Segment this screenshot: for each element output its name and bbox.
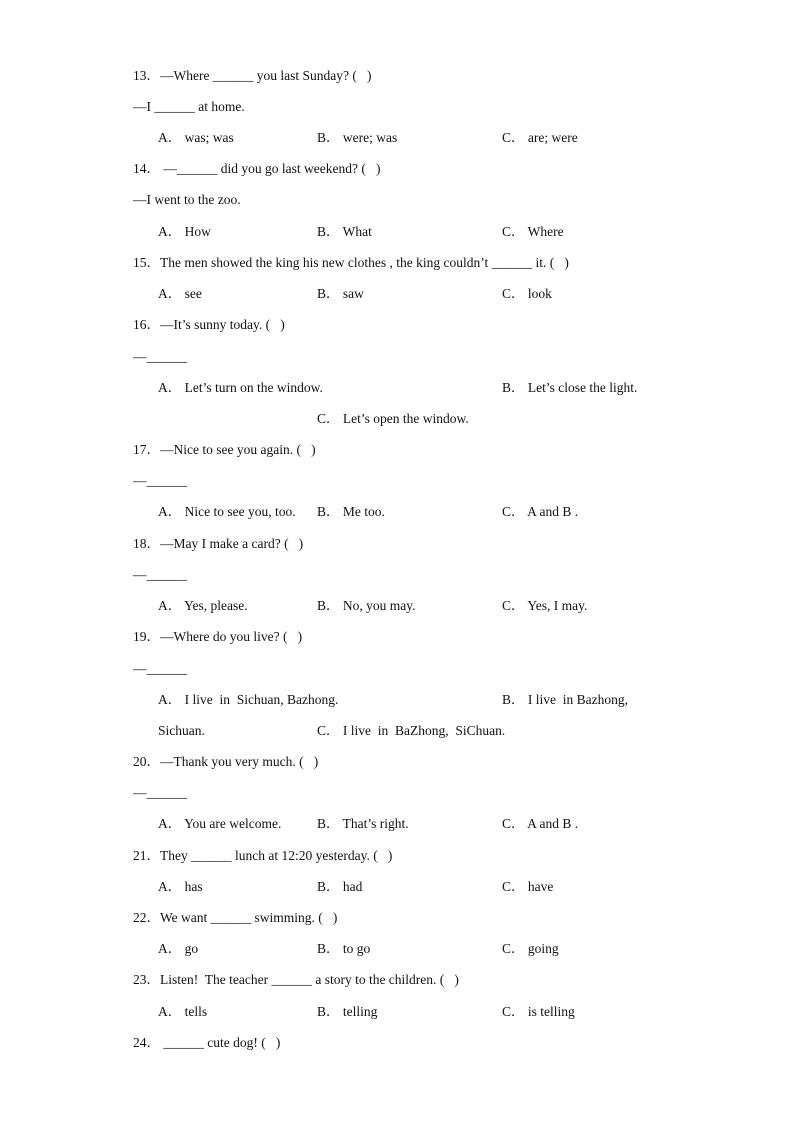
question-16-option-c: C． Let’s open the window.: [317, 411, 469, 426]
question-14-stem: 14． —______ did you go last weekend? ( ): [133, 161, 381, 176]
question-21-option-b: B． had: [317, 879, 363, 894]
question-19-option-a: A． I live in Sichuan, Bazhong.: [158, 692, 339, 707]
question-21-option-a: A． has: [158, 879, 203, 894]
question-22-option-a: A． go: [158, 941, 199, 956]
question-14-option-b: B． What: [317, 224, 372, 239]
question-20-option-b: B． That’s right.: [317, 816, 409, 831]
question-20-reply: —______: [133, 785, 187, 800]
question-17-stem: 17．—Nice to see you again. ( ): [133, 442, 316, 457]
question-23-option-b: B． telling: [317, 1004, 378, 1019]
question-14-option-a: A． How: [158, 224, 211, 239]
question-23-option-a: A． tells: [158, 1004, 208, 1019]
question-15-stem: 15．The men showed the king his new clothes , the king couldn’t ______ it. ( ): [133, 255, 569, 270]
question-13-reply: —I ______ at home.: [133, 99, 245, 114]
question-17-option-c: C． A and B .: [502, 504, 579, 519]
question-16-option-b: B． Let’s close the light.: [502, 380, 638, 395]
question-13-option-a: A． was; was: [158, 130, 234, 145]
question-14-reply: —I went to the zoo.: [133, 192, 241, 207]
question-15-option-b: B． saw: [317, 286, 364, 301]
question-19-stem: 19．—Where do you live? ( ): [133, 629, 303, 644]
question-22-option-b: B． to go: [317, 941, 371, 956]
question-24-stem: 24． ______ cute dog! ( ): [133, 1035, 281, 1050]
question-21-stem: 21．They ______ lunch at 12:20 yesterday. ( ): [133, 848, 393, 863]
question-23-option-c: C． is telling: [502, 1004, 575, 1019]
question-19-option-b: B． I live in Bazhong,: [502, 692, 628, 707]
question-19-option-c: C． I live in BaZhong, SiChuan.: [317, 723, 506, 738]
question-20-option-a: A． You are welcome.: [158, 816, 282, 831]
question-20-stem: 20．—Thank you very much. ( ): [133, 754, 319, 769]
question-18-option-c: C． Yes, I may.: [502, 598, 588, 613]
question-15-option-a: A． see: [158, 286, 202, 301]
question-19-reply: —______: [133, 661, 187, 676]
question-14-option-c: C． Where: [502, 224, 564, 239]
question-16-option-a: A． Let’s turn on the window.: [158, 380, 323, 395]
question-22-option-c: C． going: [502, 941, 559, 956]
question-18-option-b: B． No, you may.: [317, 598, 416, 613]
question-17-option-a: A． Nice to see you, too.: [158, 504, 296, 519]
question-17-reply: —______: [133, 473, 187, 488]
question-18-reply: —______: [133, 567, 187, 582]
question-16-stem: 16．—It’s sunny today. ( ): [133, 317, 285, 332]
question-15-option-c: C． look: [502, 286, 552, 301]
question-16-reply: —______: [133, 349, 187, 364]
question-18-stem: 18．—May I make a card? ( ): [133, 536, 304, 551]
question-13-stem: 13．—Where ______ you last Sunday? ( ): [133, 68, 372, 83]
question-23-stem: 23．Listen! The teacher ______ a story to the children. ( ): [133, 972, 459, 987]
question-13-option-b: B． were; was: [317, 130, 398, 145]
question-18-option-a: A． Yes, please.: [158, 598, 248, 613]
question-22-stem: 22．We want ______ swimming. ( ): [133, 910, 338, 925]
question-13-option-c: C． are; were: [502, 130, 578, 145]
question-20-option-c: C． A and B .: [502, 816, 579, 831]
question-19-option-b-cont: Sichuan.: [158, 723, 205, 738]
question-17-option-b: B． Me too.: [317, 504, 385, 519]
question-21-option-c: C． have: [502, 879, 554, 894]
